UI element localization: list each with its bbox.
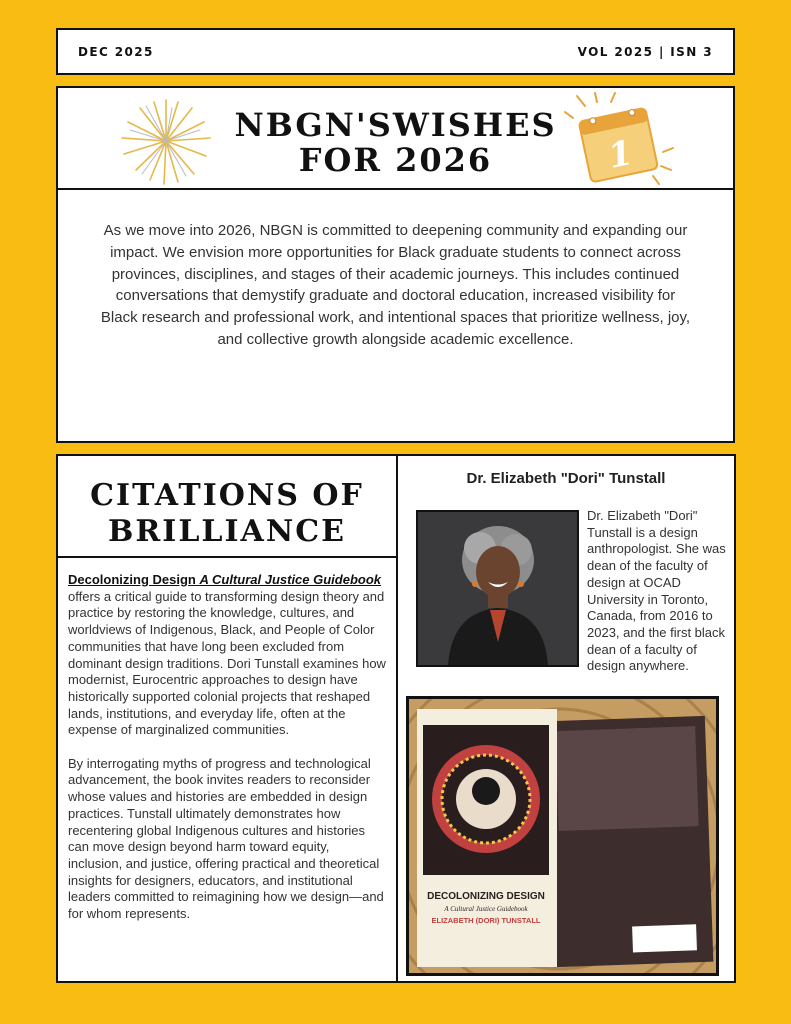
- profile-section: [396, 454, 736, 983]
- citations-section: [56, 454, 398, 983]
- book-title: Decolonizing Design: [68, 572, 196, 587]
- citations-paragraph-2: By interrogating myths of progress and technological advancement, the book invites readers to reconsider whose values and histories are embedded in design practices. Tunstall ultimately demonstrates how recentering global Indigenous cultures and histories can move design beyond harm toward equity, inclusion, and justice, offering practical and theoretical insights for designers, educators, and institutional leaders committed to reimagining how we design—and for whom represents.: [68, 755, 384, 922]
- profile-name: Dr. Elizabeth "Dori" Tunstall: [466, 470, 666, 487]
- wishes-section: [56, 86, 735, 443]
- calendar-icon: [563, 92, 675, 188]
- wishes-title-line1: NBGN'SWISHES: [234, 106, 557, 144]
- book-photo: [406, 696, 719, 976]
- wishes-header: [58, 88, 733, 190]
- book-subtitle: A Cultural Justice Guidebook: [199, 572, 382, 587]
- citations-title: [58, 478, 396, 550]
- citations-title-line2: BRILLIANCE: [108, 514, 346, 549]
- calendar-number: 1: [604, 132, 637, 177]
- issue-volume: VOL 2025 | ISN 3: [577, 44, 713, 59]
- citations-paragraph-1: [68, 572, 386, 739]
- citations-body: [68, 572, 386, 939]
- book-cover-subtitle: A Cultural Justice Guidebook: [444, 905, 528, 913]
- issue-date: DEC 2025: [78, 44, 154, 59]
- citations-paragraph-1-text: offers a critical guide to transforming design theory and practice by restoring the knowledge, cultures, and worldviews of Indigenous, Black, and People of Color communities that have long been excluded from dominant design traditions. Dori Tunstall examines how modernist, Eurocentric approaches to design have historically supported colonial projects that reshaped lands, institutions, and everyday life, often at the expense of marginalized communities.: [68, 588, 386, 738]
- book-cover-title: DECOLONIZING DESIGN: [427, 891, 545, 902]
- portrait-photo: [416, 510, 579, 667]
- profile-bio: Dr. Elizabeth "Dori" Tunstall is a design anthropologist. She was dean of the faculty of design at OCAD University in Toronto, Canada, from 2016 to 2023, and the first black dean of a faculty of design anywhere.: [587, 508, 726, 674]
- book-cover-author: ELIZABETH (DORI) TUNSTALL: [431, 916, 541, 925]
- issue-header-bar: [56, 28, 735, 75]
- wishes-title-line2: FOR 2026: [298, 141, 493, 179]
- wishes-body-text: As we move into 2026, NBGN is committed to deepening community and expanding our impact. We envision more opportunities for Black graduate students to connect across provinces, disciplines, and stages of their academic journeys. This includes continued conversations that demystify graduate and doctoral education, increased visibility for Black research and professional work, and intentional spaces that prioritize wellness, joy, and collective growth alongside academic excellence.: [100, 222, 691, 348]
- book-title-link[interactable]: [68, 572, 381, 587]
- citations-title-line1: CITATIONS OF: [90, 478, 364, 513]
- citations-header: [58, 456, 396, 558]
